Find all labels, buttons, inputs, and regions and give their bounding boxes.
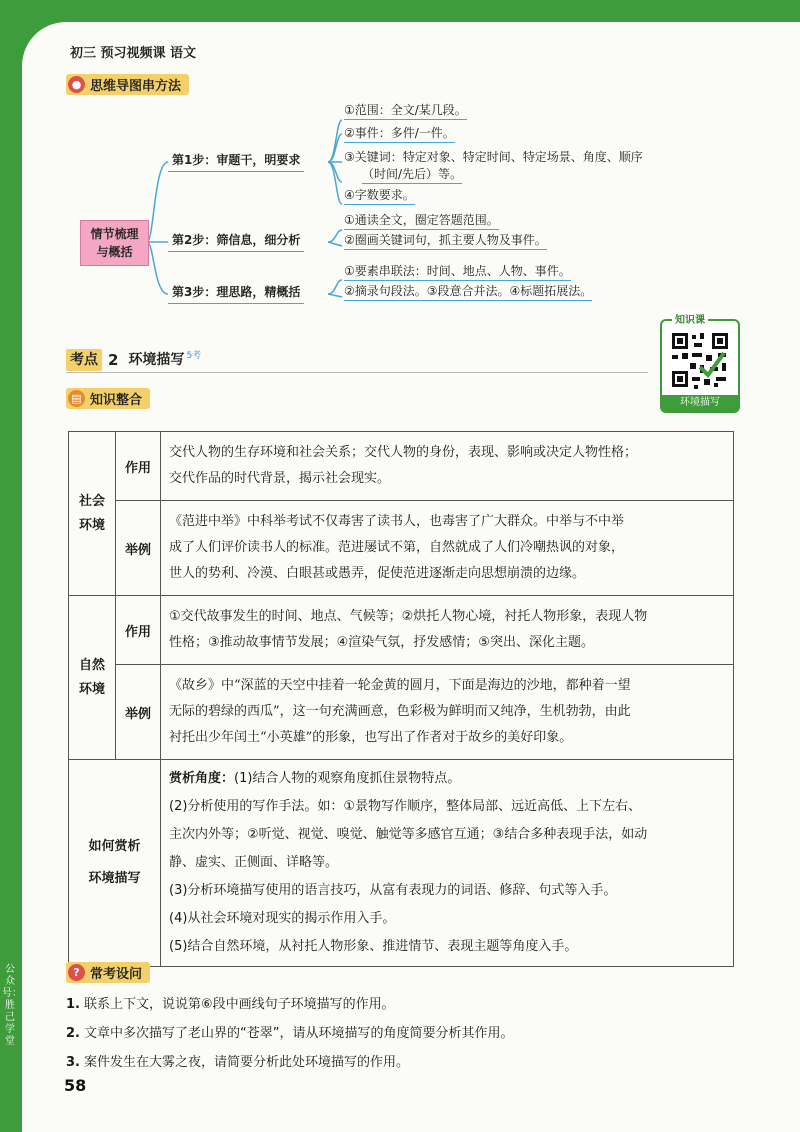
- table-row: [69, 665, 734, 760]
- category-line: 环境描写: [88, 871, 141, 886]
- natural-example-text: [161, 665, 734, 760]
- category-appreciate: [69, 760, 161, 967]
- question-number: 1.: [66, 997, 80, 1012]
- mindmap-leaf: ④字数要求。: [344, 187, 415, 205]
- text-line: 主次内外等；②听觉、视觉、嗅觉、触觉等多感官互通；③结合多种表现手法，如动: [169, 827, 648, 842]
- list-item: [66, 1048, 513, 1077]
- text-line: 交代作品的时代背景，揭示社会现实。: [169, 471, 391, 486]
- category-line: 环境: [78, 517, 105, 533]
- question-number: 2.: [66, 1026, 80, 1041]
- question-text: 文章中多次描写了老山界的“苍翠”，请从环境描写的角度简要分析其作用。: [83, 1026, 514, 1041]
- sub-label-example: 举例: [116, 501, 161, 596]
- question-text: 案件发生在大雾之夜，请简要分析此处环境描写的作用。: [83, 1055, 409, 1070]
- book-icon: ▤: [68, 390, 85, 407]
- mindmap-leaf: ②事件：多件/一件。: [344, 125, 455, 143]
- person-icon: ●: [68, 76, 85, 93]
- qr-code-icon: [670, 331, 730, 389]
- appreciate-text: [161, 760, 734, 967]
- appreciate-lead: 赏析角度：: [169, 771, 235, 786]
- question-mark-icon: ?: [68, 964, 85, 981]
- text-line: (2)分析使用的写作手法。如：①景物写作顺序，整体局部、远近高低、上下左右、: [169, 799, 642, 814]
- text-line: (4)从社会环境对现实的揭示作用入手。: [169, 911, 396, 926]
- questions-section-label: 常考设问: [90, 967, 143, 982]
- list-item: [66, 1019, 513, 1048]
- category-line: 自然: [78, 657, 105, 673]
- social-role-text: [161, 432, 734, 501]
- page: [22, 22, 800, 1132]
- mindmap-leaf: ①通读全文，圈定答题范围。: [344, 212, 499, 230]
- text-line: 交代人物的生存环境和社会关系；交代人物的身份，表现、影响或决定人物性格；: [169, 445, 638, 460]
- mindmap-leaf: （时间/先后）等。: [362, 166, 462, 184]
- text-line: 成了人们评价读书人的标准。范进屡试不第，自然就成了人们冷嘲热讽的对象，: [169, 540, 625, 555]
- knowledge-section-badge: [66, 388, 150, 409]
- mindmap-leaf: ③关键词：特定对象、特定时间、特定场景、角度、顺序: [344, 150, 643, 164]
- category-line: 社会: [78, 493, 105, 509]
- knowledge-table: [68, 431, 734, 967]
- question-number: 3.: [66, 1055, 80, 1070]
- kaodian-number: 2: [108, 351, 119, 369]
- text-line: 衬托出少年闰土“小英雄”的形象，也写出了作者对于故乡的美好印象。: [169, 730, 573, 745]
- kaodian-rule: [66, 372, 648, 373]
- mindmap-step-2: 第2步：筛信息，细分析: [168, 229, 304, 252]
- page-header-title: 初三 预习视频课 语文: [70, 46, 197, 61]
- watermark: 公众号：胜己学堂: [2, 964, 22, 1047]
- kaodian-heading: [66, 348, 201, 371]
- mindmap-root-line: 情节梳理: [90, 227, 139, 241]
- category-social: [69, 432, 116, 596]
- table-row: [69, 501, 734, 596]
- text-line: 《范进中举》中科举考试不仅毒害了读书人，也毒害了广大群众。中举与不中举: [169, 514, 625, 529]
- knowledge-section-label: 知识整合: [90, 393, 143, 408]
- sub-label-example: 举例: [116, 665, 161, 760]
- mindmap-step-1: 第1步：审题干，明要求: [168, 149, 304, 172]
- text-line: 世人的势利、冷漠、白眼甚或愚弄，促使范进逐渐走向思想崩溃的边缘。: [169, 566, 586, 581]
- mindmap-leaf: ①范围：全文/某几段。: [344, 102, 467, 120]
- mindmap-leaf: ②圈画关键词句，抓主要人物及事件。: [344, 232, 547, 250]
- mindmap-step-3: 第3步：理思路，精概括: [168, 281, 304, 304]
- mindmap-root-line: 与概括: [96, 245, 133, 259]
- table-row: [69, 760, 734, 967]
- qr-code-card[interactable]: [660, 315, 740, 413]
- category-line: 环境: [78, 681, 105, 697]
- qr-bottom-label: 环境描写: [662, 395, 738, 411]
- natural-role-text: [161, 596, 734, 665]
- sub-label-role: 作用: [116, 596, 161, 665]
- text-line: (3)分析环境描写使用的语言技巧，从富有表现力的词语、修辞、句式等入手。: [169, 883, 617, 898]
- category-natural: [69, 596, 116, 760]
- page-number: 58: [64, 1076, 87, 1095]
- table-row: [69, 596, 734, 665]
- kaodian-title: 环境描写: [128, 352, 185, 368]
- social-example-text: [161, 501, 734, 596]
- mindmap-leaf: ①要素串联法：时间、地点、人物、事件。: [344, 263, 571, 281]
- text-line: [169, 765, 725, 793]
- text-line: 无际的碧绿的西瓜”，这一句充满画意，色彩极为鲜明而又纯净，生机勃勃，由此: [169, 704, 631, 719]
- mindmap-section-label: 思维导图串方法: [90, 79, 182, 94]
- list-item: [66, 990, 513, 1019]
- mindmap-root: [80, 220, 149, 266]
- sub-label-role: 作用: [116, 432, 161, 501]
- qr-top-label: 知识课: [672, 311, 708, 326]
- kaodian-frequency: 5考: [186, 351, 202, 361]
- text-line: 静、虚实、正侧面、详略等。: [169, 855, 339, 870]
- question-text: 联系上下文，说说第⑥段中画线句子环境描写的作用。: [83, 997, 395, 1012]
- text-line: ①交代故事发生的时间、地点、气候等；②烘托人物心境，衬托人物形象，表现人物: [169, 609, 648, 624]
- question-list: [66, 990, 513, 1077]
- mindmap-leaf: ②摘录句段法。③段意合并法。④标题拓展法。: [344, 283, 592, 301]
- appreciate-lead-rest: (1)结合人物的观察角度抓住景物特点。: [234, 771, 461, 786]
- text-line: (5)结合自然环境，从衬托人物形象、推进情节、表现主题等角度入手。: [169, 939, 578, 954]
- table-row: [69, 432, 734, 501]
- text-line: 《故乡》中“深蓝的天空中挂着一轮金黄的圆月，下面是海边的沙地，都种着一望: [169, 678, 631, 693]
- text-line: 性格；③推动故事情节发展；④渲染气氛，抒发感情；⑤突出、深化主题。: [169, 635, 594, 650]
- kaodian-tag: 考点: [66, 349, 102, 371]
- questions-section-badge: [66, 962, 150, 983]
- category-line: 如何赏析: [88, 839, 141, 854]
